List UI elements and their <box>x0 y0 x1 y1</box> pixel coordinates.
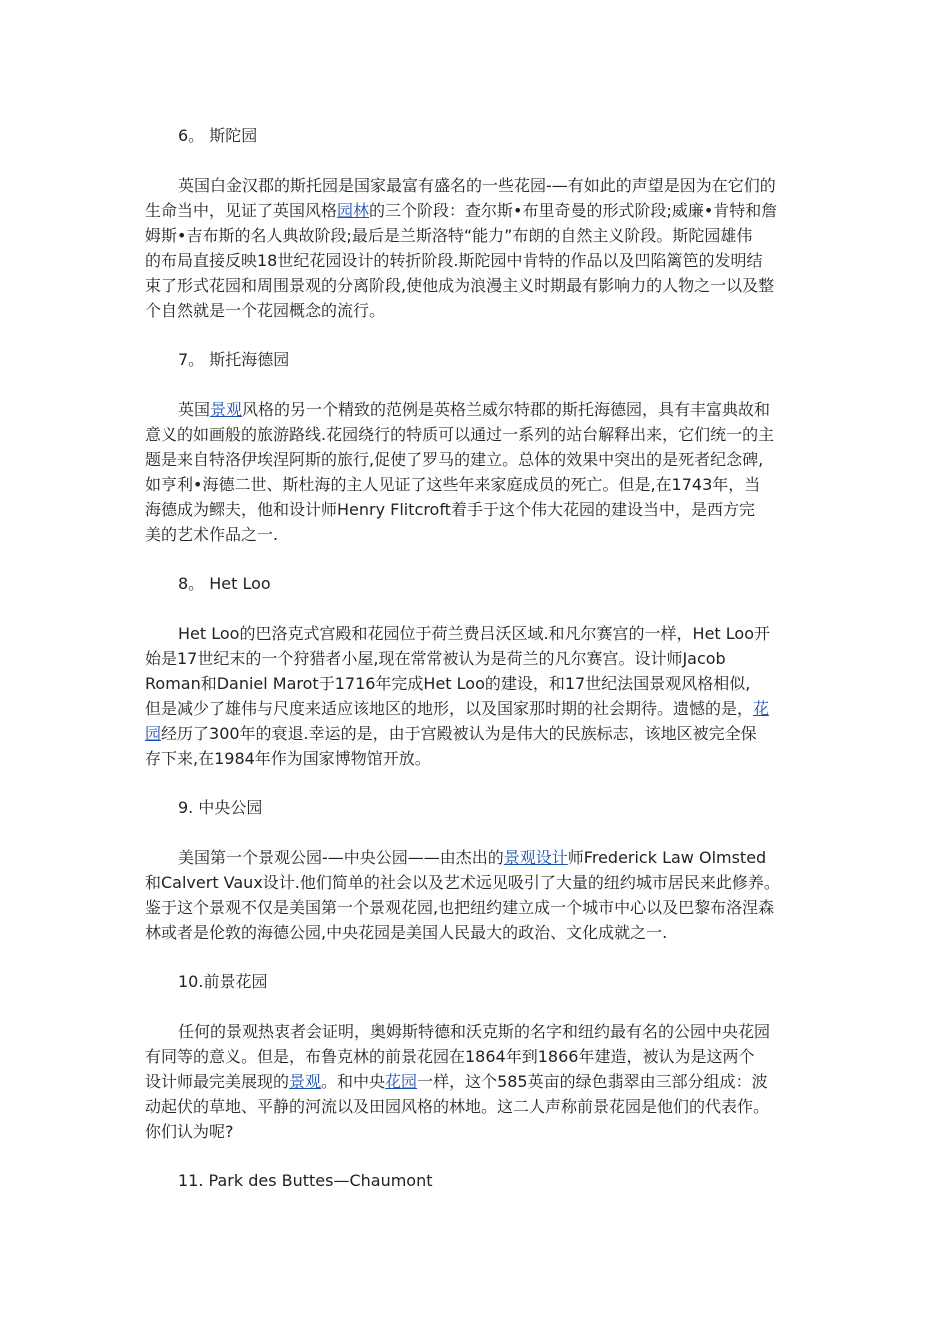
paragraph-line <box>145 248 825 273</box>
section-heading: 9. 中央公园 <box>178 798 263 817</box>
paragraph-line <box>145 223 825 248</box>
paragraph-line <box>145 646 825 671</box>
paragraph-line <box>145 1019 825 1044</box>
section-heading: 10.前景花园 <box>178 972 268 991</box>
text-run: 英国 <box>178 400 211 419</box>
text-run: 鉴于这个景观不仅是美国第一个景观花园,也把纽约建立成一个城市中心以及巴黎布洛涅森 <box>145 898 775 917</box>
text-run: 林或者是伦敦的海德公园,中央花园是美国人民最大的政治、文化成就之一. <box>145 923 668 942</box>
text-run: 师Frederick Law Olmsted <box>567 848 767 867</box>
section-heading: 8。 Het Loo <box>178 574 271 593</box>
text-run: 的布局直接反映18世纪花园设计的转折阶段.斯陀园中肯特的作品以及凹陷篱笆的发明结 <box>145 251 763 270</box>
paragraph-line <box>145 273 825 298</box>
paragraph-line <box>145 198 825 223</box>
text-run: 如亨利•海德二世、斯杜海的主人见证了这些年来家庭成员的死亡。但是,在1743年，当 <box>145 475 761 494</box>
paragraph-line <box>145 621 825 646</box>
section-paragraph <box>145 845 825 945</box>
paragraph-line <box>145 1044 825 1069</box>
text-run: 任何的景观热衷者会证明，奥姆斯特德和沃克斯的名字和纽约最有名的公园中央花园 <box>178 1022 771 1041</box>
paragraph-line <box>145 472 825 497</box>
paragraph-line <box>145 447 825 472</box>
keyword-link[interactable]: 景观 <box>289 1072 322 1091</box>
text-run: 海德成为鳏夫，他和设计师Henry Flitcroft着手于这个伟大花园的建设当中，是西方完 <box>145 500 755 519</box>
paragraph-line <box>145 497 825 522</box>
paragraph-line <box>145 920 825 945</box>
text-run: 设计师最完美展现的 <box>145 1072 290 1091</box>
section-paragraph <box>145 173 825 323</box>
paragraph-line <box>145 422 825 447</box>
section-heading: 6。 斯陀园 <box>178 126 258 145</box>
text-run: 的三个阶段：查尔斯•布里奇曼的形式阶段;威廉•肯特和詹 <box>369 201 778 220</box>
paragraph-line <box>145 1069 825 1094</box>
keyword-link[interactable]: 花 <box>753 699 770 718</box>
paragraph-line <box>145 870 825 895</box>
keyword-link[interactable]: 园 <box>145 724 162 743</box>
text-run: 存下来,在1984年作为国家博物馆开放。 <box>145 749 431 768</box>
keyword-link[interactable]: 景观 <box>210 400 243 419</box>
paragraph-line <box>145 721 825 746</box>
paragraph-line <box>145 1119 825 1144</box>
paragraph-line <box>145 746 825 771</box>
section-paragraph <box>145 621 825 771</box>
paragraph-line <box>145 522 825 547</box>
text-run: 动起伏的草地、平静的河流以及田园风格的林地。这二人声称前景花园是他们的代表作。 <box>145 1097 770 1116</box>
section-paragraph <box>145 397 825 547</box>
text-run: Het Loo的巴洛克式宫殿和花园位于荷兰费吕沃区域.和凡尔赛宫的一样，Het Loo开 <box>178 624 770 643</box>
paragraph-line <box>145 298 825 323</box>
text-run: 始是17世纪末的一个狩猎者小屋,现在常常被认为是荷兰的凡尔赛宫。设计师Jacob <box>145 649 726 668</box>
paragraph-line <box>145 397 825 422</box>
section-heading: 11. Park des Buttes—Chaumont <box>178 1171 433 1190</box>
paragraph-line <box>145 895 825 920</box>
text-run: 经历了300年的衰退.幸运的是，由于宫殿被认为是伟大的民族标志，该地区被完全保 <box>161 724 757 743</box>
text-run: 你们认为呢? <box>145 1122 234 1141</box>
text-run: 但是减少了雄伟与尺度来适应该地区的地形，以及国家那时期的社会期待。遗憾的是， <box>145 699 754 718</box>
paragraph-line <box>145 173 825 198</box>
paragraph-line <box>145 1094 825 1119</box>
keyword-link[interactable]: 花园 <box>385 1072 418 1091</box>
paragraph-line <box>145 696 825 721</box>
text-run: 美的艺术作品之一. <box>145 525 279 544</box>
text-run: 有同等的意义。但是，布鲁克林的前景花园在1864年到1866年建造，被认为是这两个 <box>145 1047 755 1066</box>
paragraph-line <box>145 671 825 696</box>
text-run: 姆斯•吉布斯的名人典故阶段;最后是兰斯洛特“能力”布朗的自然主义阶段。斯陀园雄伟 <box>145 226 753 245</box>
section-paragraph <box>145 1019 825 1144</box>
text-run: 意义的如画般的旅游路线.花园绕行的特质可以通过一系列的站台解释出来，它们统一的主 <box>145 425 775 444</box>
keyword-link[interactable]: 园林 <box>337 201 370 220</box>
paragraph-line <box>145 845 825 870</box>
keyword-link[interactable]: 景观设计 <box>503 848 568 867</box>
text-run: 风格的另一个精致的范例是英格兰威尔特郡的斯托海德园，具有丰富典故和 <box>242 400 771 419</box>
text-run: 。和中央 <box>321 1072 386 1091</box>
text-run: 个自然就是一个花园概念的流行。 <box>145 301 386 320</box>
text-run: 生命当中，见证了英国风格 <box>145 201 338 220</box>
text-run: 一样，这个585英亩的绿色翡翠由三部分组成：波 <box>417 1072 768 1091</box>
text-run: 束了形式花园和周围景观的分离阶段,使他成为浪漫主义时期最有影响力的人物之一以及整 <box>145 276 775 295</box>
section-heading: 7。 斯托海德园 <box>178 350 290 369</box>
text-run: 英国白金汉郡的斯托园是国家最富有盛名的一些花园-—有如此的声望是因为在它们的 <box>178 176 776 195</box>
text-run: 题是来自特洛伊埃涅阿斯的旅行,促使了罗马的建立。总体的效果中突出的是死者纪念碑, <box>145 450 764 469</box>
text-run: 美国第一个景观公园-—中央公园——由杰出的 <box>178 848 504 867</box>
text-run: 和Calvert Vaux设计.他们简单的社会以及艺术远见吸引了大量的纽约城市居民来此修养。 <box>145 873 780 892</box>
text-run: Roman和Daniel Marot于1716年完成Het Loo的建设，和17世纪法国景观风格相似, <box>145 674 751 693</box>
